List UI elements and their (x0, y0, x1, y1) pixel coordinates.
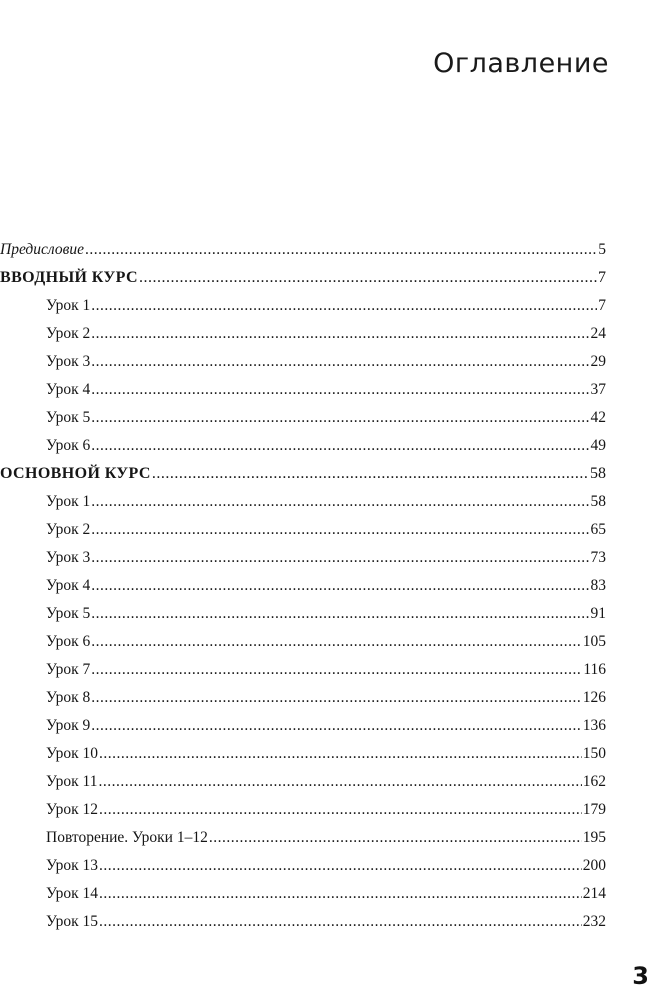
toc-entry[interactable] (0, 404, 606, 432)
toc-entry[interactable] (0, 768, 606, 796)
toc-entry-label: Урок 4 (46, 577, 91, 594)
toc-entry[interactable] (0, 796, 606, 824)
toc-entry-page: 65 (590, 521, 606, 538)
toc-entry[interactable] (0, 376, 606, 404)
toc-entry[interactable] (0, 628, 606, 656)
toc-entry-label: Урок 1 (46, 297, 91, 314)
dot-leader (152, 460, 589, 488)
toc-entry-page: 195 (582, 829, 606, 846)
toc-entry-label: Урок 4 (46, 381, 91, 398)
dot-leader (91, 628, 581, 656)
toc-entry-label: Урок 3 (46, 353, 91, 370)
dot-leader (91, 432, 589, 460)
dot-leader (91, 292, 597, 320)
toc-entry-page: 42 (590, 409, 606, 426)
toc-entry-page: 37 (590, 381, 606, 398)
toc-entry-page: 73 (590, 549, 606, 566)
toc-entry-label: Урок 9 (46, 717, 91, 734)
dot-leader (209, 824, 582, 852)
dot-leader (91, 516, 589, 544)
dot-leader (91, 572, 589, 600)
toc-entry-page: 7 (598, 269, 606, 286)
toc-entry-page: 214 (582, 885, 606, 902)
toc-entry[interactable] (0, 320, 606, 348)
toc-entry-label: Урок 7 (46, 661, 91, 678)
toc-entry-label: Урок 10 (46, 745, 99, 762)
toc-entry-review[interactable] (0, 824, 606, 852)
toc-entry-page: 136 (582, 717, 606, 734)
dot-leader (99, 796, 582, 824)
dot-leader (91, 348, 589, 376)
dot-leader (91, 600, 589, 628)
toc-entry-label: Урок 5 (46, 605, 91, 622)
toc-entry[interactable] (0, 292, 606, 320)
toc-entry-label: Урок 2 (46, 325, 91, 342)
toc-section-label: ВВОДНЫЙ КУРС (0, 269, 138, 286)
dot-leader (99, 852, 582, 880)
toc-entry-page: 24 (590, 325, 606, 342)
dot-leader (139, 264, 597, 292)
toc-entry-label: Урок 5 (46, 409, 91, 426)
toc-entry-page: 49 (590, 437, 606, 454)
table-of-contents (0, 236, 606, 936)
dot-leader (99, 908, 582, 936)
dot-leader (91, 544, 589, 572)
toc-entry[interactable] (0, 432, 606, 460)
toc-entry-page: 200 (582, 857, 606, 874)
toc-entry[interactable] (0, 908, 606, 936)
dot-leader (91, 684, 581, 712)
toc-entry[interactable] (0, 572, 606, 600)
page-title: Оглавление (433, 48, 609, 80)
toc-entry-label: Предисловие (0, 241, 84, 258)
toc-entry[interactable] (0, 852, 606, 880)
toc-entry-label: Урок 8 (46, 689, 91, 706)
toc-entry-label: Повторение. Уроки 1–12 (46, 829, 208, 846)
toc-entry[interactable] (0, 348, 606, 376)
page-number: 3 (632, 962, 649, 990)
toc-entry-page: 232 (582, 913, 606, 930)
toc-entry[interactable] (0, 656, 606, 684)
toc-entry-page: 150 (582, 745, 606, 762)
toc-entry[interactable] (0, 600, 606, 628)
toc-entry-label: Урок 14 (46, 885, 99, 902)
toc-entry[interactable] (0, 488, 606, 516)
toc-section-main-course[interactable] (0, 460, 606, 488)
dot-leader (99, 880, 582, 908)
toc-entry-label: Урок 6 (46, 633, 91, 650)
toc-section-label: ОСНОВНОЙ КУРС (0, 465, 151, 482)
toc-entry-label: Урок 13 (46, 857, 99, 874)
toc-entry-page: 179 (582, 801, 606, 818)
toc-entry-label: Урок 3 (46, 549, 91, 566)
toc-entry[interactable] (0, 880, 606, 908)
toc-entry[interactable] (0, 712, 606, 740)
dot-leader (98, 768, 581, 796)
dot-leader (91, 656, 582, 684)
toc-entry-page: 7 (598, 297, 606, 314)
toc-entry-page: 58 (590, 493, 606, 510)
toc-entry-page: 126 (582, 689, 606, 706)
toc-entry-page: 58 (590, 465, 606, 482)
toc-entry-label: Урок 12 (46, 801, 99, 818)
toc-entry[interactable] (0, 684, 606, 712)
toc-entry-page: 91 (590, 605, 606, 622)
toc-entry[interactable] (0, 516, 606, 544)
toc-entry-page: 105 (582, 633, 606, 650)
toc-entry-label: Урок 11 (46, 773, 98, 790)
dot-leader (91, 712, 581, 740)
dot-leader (85, 236, 597, 264)
dot-leader (91, 376, 589, 404)
toc-entry-label: Урок 1 (46, 493, 91, 510)
dot-leader (91, 488, 589, 516)
toc-entry-label: Урок 6 (46, 437, 91, 454)
dot-leader (99, 740, 582, 768)
toc-entry-preface[interactable] (0, 236, 606, 264)
toc-entry-label: Урок 15 (46, 913, 99, 930)
toc-entry-label: Урок 2 (46, 521, 91, 538)
toc-entry-page: 162 (582, 773, 606, 790)
toc-entry-page: 83 (590, 577, 606, 594)
toc-entry-page: 116 (583, 661, 606, 678)
dot-leader (91, 404, 589, 432)
toc-entry[interactable] (0, 544, 606, 572)
dot-leader (91, 320, 589, 348)
toc-entry-page: 5 (598, 241, 606, 258)
toc-entry[interactable] (0, 740, 606, 768)
toc-entry-page: 29 (590, 353, 606, 370)
toc-section-intro-course[interactable] (0, 264, 606, 292)
